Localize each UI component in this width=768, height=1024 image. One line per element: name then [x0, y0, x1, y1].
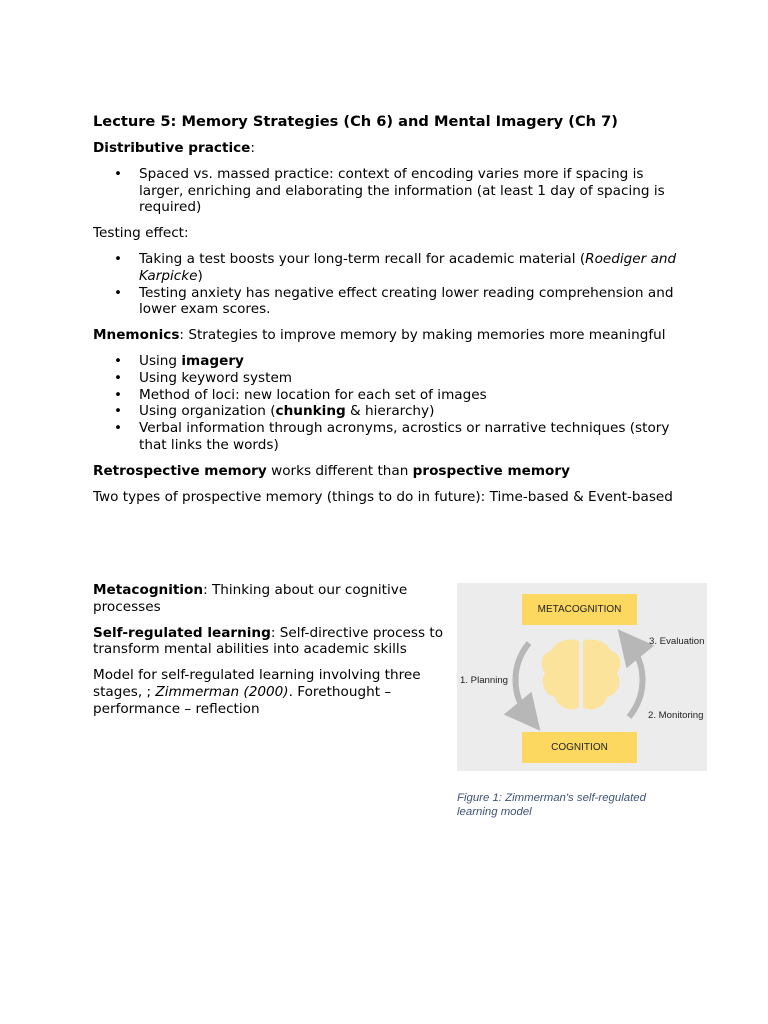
citation: Zimmerman (2000)	[155, 683, 289, 700]
list-item: • Method of loci: new location for each set of images	[139, 387, 683, 404]
list-item: • Testing anxiety has negative effect creating lower reading comprehension and lower exam scores.	[139, 285, 683, 319]
testing-heading: Testing effect:	[93, 225, 189, 242]
list-item: • Verbal information through acronyms, acrostics or narrative techniques (story that links the words)	[139, 420, 683, 454]
retrospective-paragraph: Retrospective memory works different than prospective memory	[93, 462, 570, 479]
cognition-box: COGNITION	[522, 732, 637, 763]
figure-caption: Figure 1: Zimmerman's self-regulated learning model	[457, 792, 646, 818]
brain-icon	[542, 639, 621, 709]
evaluation-label: 3. Evaluation	[649, 636, 705, 647]
metacognition-box: METACOGNITION	[522, 594, 637, 625]
prospective-types-paragraph: Two types of prospective memory (things to do in future): Time-based & Event-based	[93, 488, 673, 505]
distributive-heading: Distributive practice:	[93, 140, 255, 156]
citation: Roediger and Karpicke	[139, 250, 677, 284]
list-item: • Taking a test boosts your long-term recall for academic material (Roediger and Karpicke)	[139, 251, 683, 285]
list-item: • Using organization (chunking & hierarchy)	[139, 403, 683, 420]
testing-list	[93, 251, 683, 318]
metacognition-section	[93, 582, 445, 727]
srl-figure	[457, 583, 707, 771]
page-title: Lecture 5: Memory Strategies (Ch 6) and Mental Imagery (Ch 7)	[93, 113, 618, 130]
mnemonics-paragraph: Mnemonics: Strategies to improve memory by making memories more meaningful	[93, 327, 666, 344]
planning-label: 1. Planning	[460, 675, 509, 686]
monitoring-label: 2. Monitoring	[648, 710, 704, 721]
distributive-list	[93, 166, 683, 216]
model-paragraph: Model for self-regulated learning involving three stages, ; Zimmerman (2000). Forethought – performance – reflection	[93, 667, 421, 717]
planning-arrow	[516, 643, 530, 717]
srl-paragraph: Self-regulated learning: Self-directive process to transform mental abilities into academic skills	[93, 624, 444, 658]
list-item: • Using imagery	[139, 353, 683, 370]
list-item: • Using keyword system	[139, 370, 683, 387]
document-body	[93, 113, 683, 514]
list-item: • Spaced vs. massed practice: context of encoding varies more if spacing is larger, enriching and elaborating the information (at least 1 day of spacing is required)	[139, 166, 683, 216]
mnemonics-list	[93, 353, 683, 454]
metacognition-paragraph: Metacognition: Thinking about our cognitive processes	[93, 582, 408, 615]
monitoring-arrow	[629, 643, 643, 717]
